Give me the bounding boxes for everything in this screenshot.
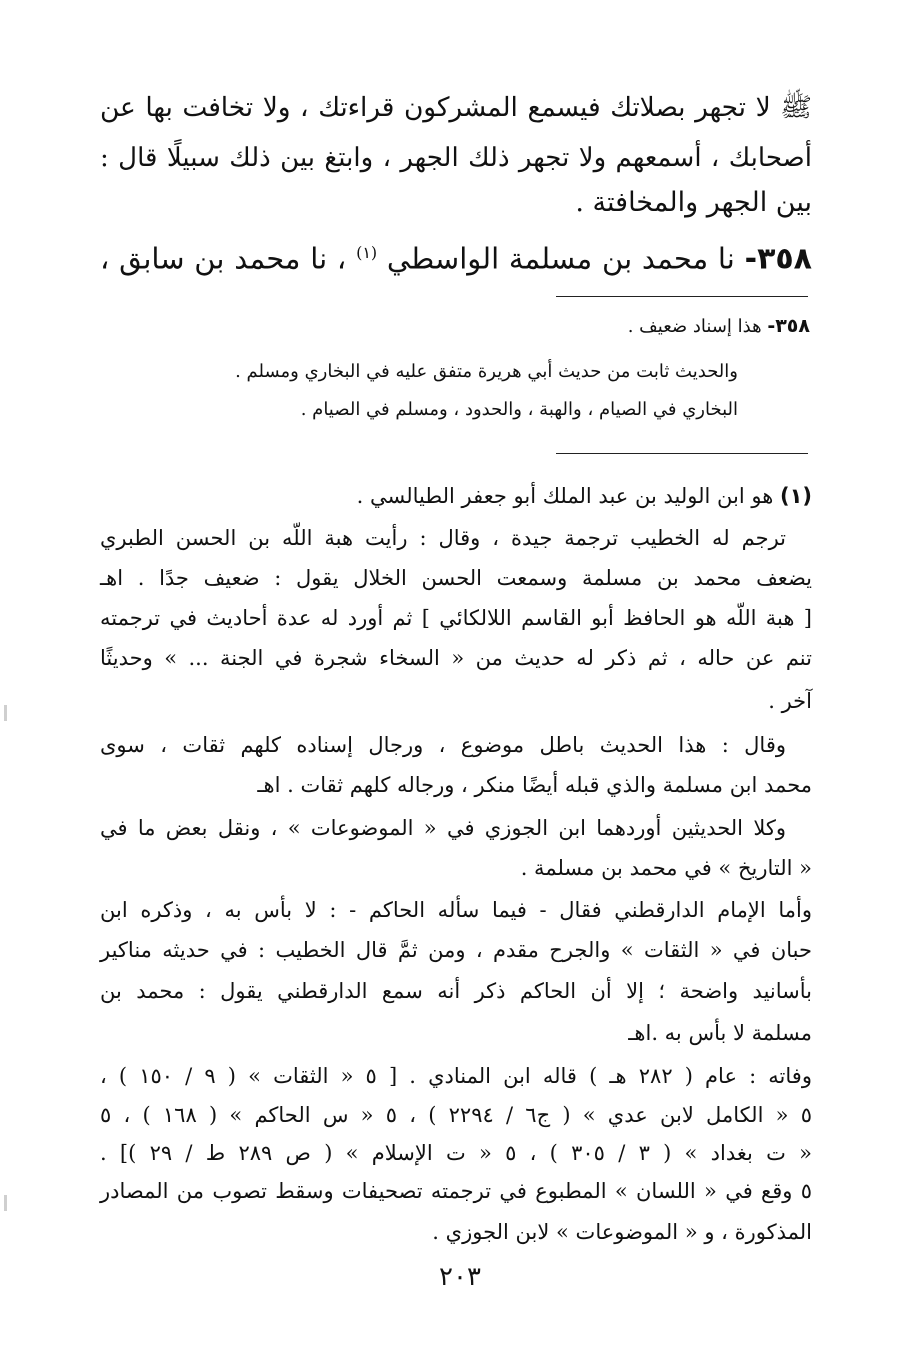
footnote-line: « التاريخ » في محمد بن مسلمة . (520, 856, 812, 880)
separator-rule (556, 296, 808, 297)
scan-margin-mark (4, 1195, 7, 1211)
grading-note-line: البخاري في الصيام ، والهبة ، والحدود ، ومسلم في الصيام . (300, 399, 738, 420)
footnote-line: ٥ « الكامل لابن عدي » ( ج٦ / ٢٢٩٤ ) ، ٥ « س الحاكم » ( ١٦٨ ) ، ٥ (100, 1103, 812, 1127)
page-number: ٢٠٣ (439, 1262, 481, 1292)
scan-margin-mark (4, 705, 7, 721)
main-text-line: ﷺ لا تجهر بصلاتك فيسمع المشركون قراءتك ، ولا تخافت بها عن (100, 93, 812, 123)
footnote-line: وأما الإمام الدارقطني فقال - فيما سأله الحاكم - : لا بأس به ، وذكره ابن (100, 898, 812, 922)
footnote-line: ٥ وقع في « اللسان » المطبوع في ترجمته تصحيفات وسقط تصوب من المصادر (100, 1179, 812, 1203)
footnote-line (357, 483, 812, 509)
footnote-line: يضعف محمد بن مسلمة وسمعت الحسن الخلال يقول : ضعيف جدًا . اهـ (100, 566, 812, 590)
hadith-number: ٣٥٨- (744, 241, 812, 277)
grading-number: ٣٥٨- (767, 315, 810, 337)
hadith-text: ، نا محمد بن سابق ، (100, 241, 357, 276)
grading-text: هذا إسناد ضعيف . (627, 316, 768, 337)
footnote-line: بأسانيد واضحة ؛ إلا أن الحاكم ذكر أنه سمع الدارقطني يقول : محمد بن (100, 979, 812, 1003)
main-text-line: بين الجهر والمخافتة . (575, 187, 812, 218)
footnote-number: (١) (779, 484, 812, 508)
footnote-line: وقال : هذا الحديث باطل موضوع ، ورجال إسناده كلهم ثقات ، سوى (100, 733, 786, 757)
separator-rule (556, 453, 808, 454)
hadith-text: نا محمد بن مسلمة الواسطي (377, 241, 745, 276)
footnote-reference: (١) (356, 243, 378, 262)
grading-note-line: والحديث ثابت من حديث أبي هريرة متفق عليه في البخاري ومسلم . (235, 361, 738, 382)
footnote-line: ترجم له الخطيب ترجمة جيدة ، وقال : رأيت هبة اللّه بن الحسن الطبري (100, 526, 786, 550)
footnote-line: تنم عن حاله ، ثم ذكر له حديث من « السخاء شجرة في الجنة ... » وحديثًا (100, 646, 812, 670)
main-text-line: أصحابك ، أسمعهم ولا تجهر ذلك الجهر ، وابتغ بين ذلك سبيلًا قال : (100, 143, 812, 173)
footnote-line: [ هبة اللّه هو الحافظ أبو القاسم اللالكائي ] ثم أورد له عدة أحاديث في ترجمته (100, 606, 812, 630)
footnote-line: محمد ابن مسلمة والذي قبله أيضًا منكر ، ورجاله كلهم ثقات . اهـ (257, 773, 812, 797)
footnote-line: حبان في « الثقات » والجرح مقدم ، ومن ثمَّ قال الخطيب : في حديثه مناكير (100, 938, 812, 962)
footnote-line: « ت بغداد » ( ٣ / ٣٠٥ ) ، ٥ « ت الإسلام » ( ص ٢٨٩ ط / ٢٩ )] . (100, 1141, 812, 1165)
footnote-line: مسلمة لا بأس به .اهـ (628, 1021, 812, 1045)
footnote-text: هو ابن الوليد بن عبد الملك أبو جعفر الطيالسي . (356, 484, 780, 508)
footnote-line: وفاته : عام ( ٢٨٢ هـ ) قاله ابن المنادي . [ ٥ « الثقات » ( ٩ / ١٥٠ ) ، (100, 1064, 812, 1088)
grading-note-line (628, 314, 810, 339)
footnote-line: وكلا الحديثين أوردهما ابن الجوزي في « الموضوعات » ، ونقل بعض ما في (100, 816, 786, 840)
footnote-line: المذكورة ، و « الموضوعات » لابن الجوزي . (432, 1220, 812, 1244)
footnote-line: آخر . (768, 689, 812, 713)
hadith-chain-line (100, 236, 812, 277)
